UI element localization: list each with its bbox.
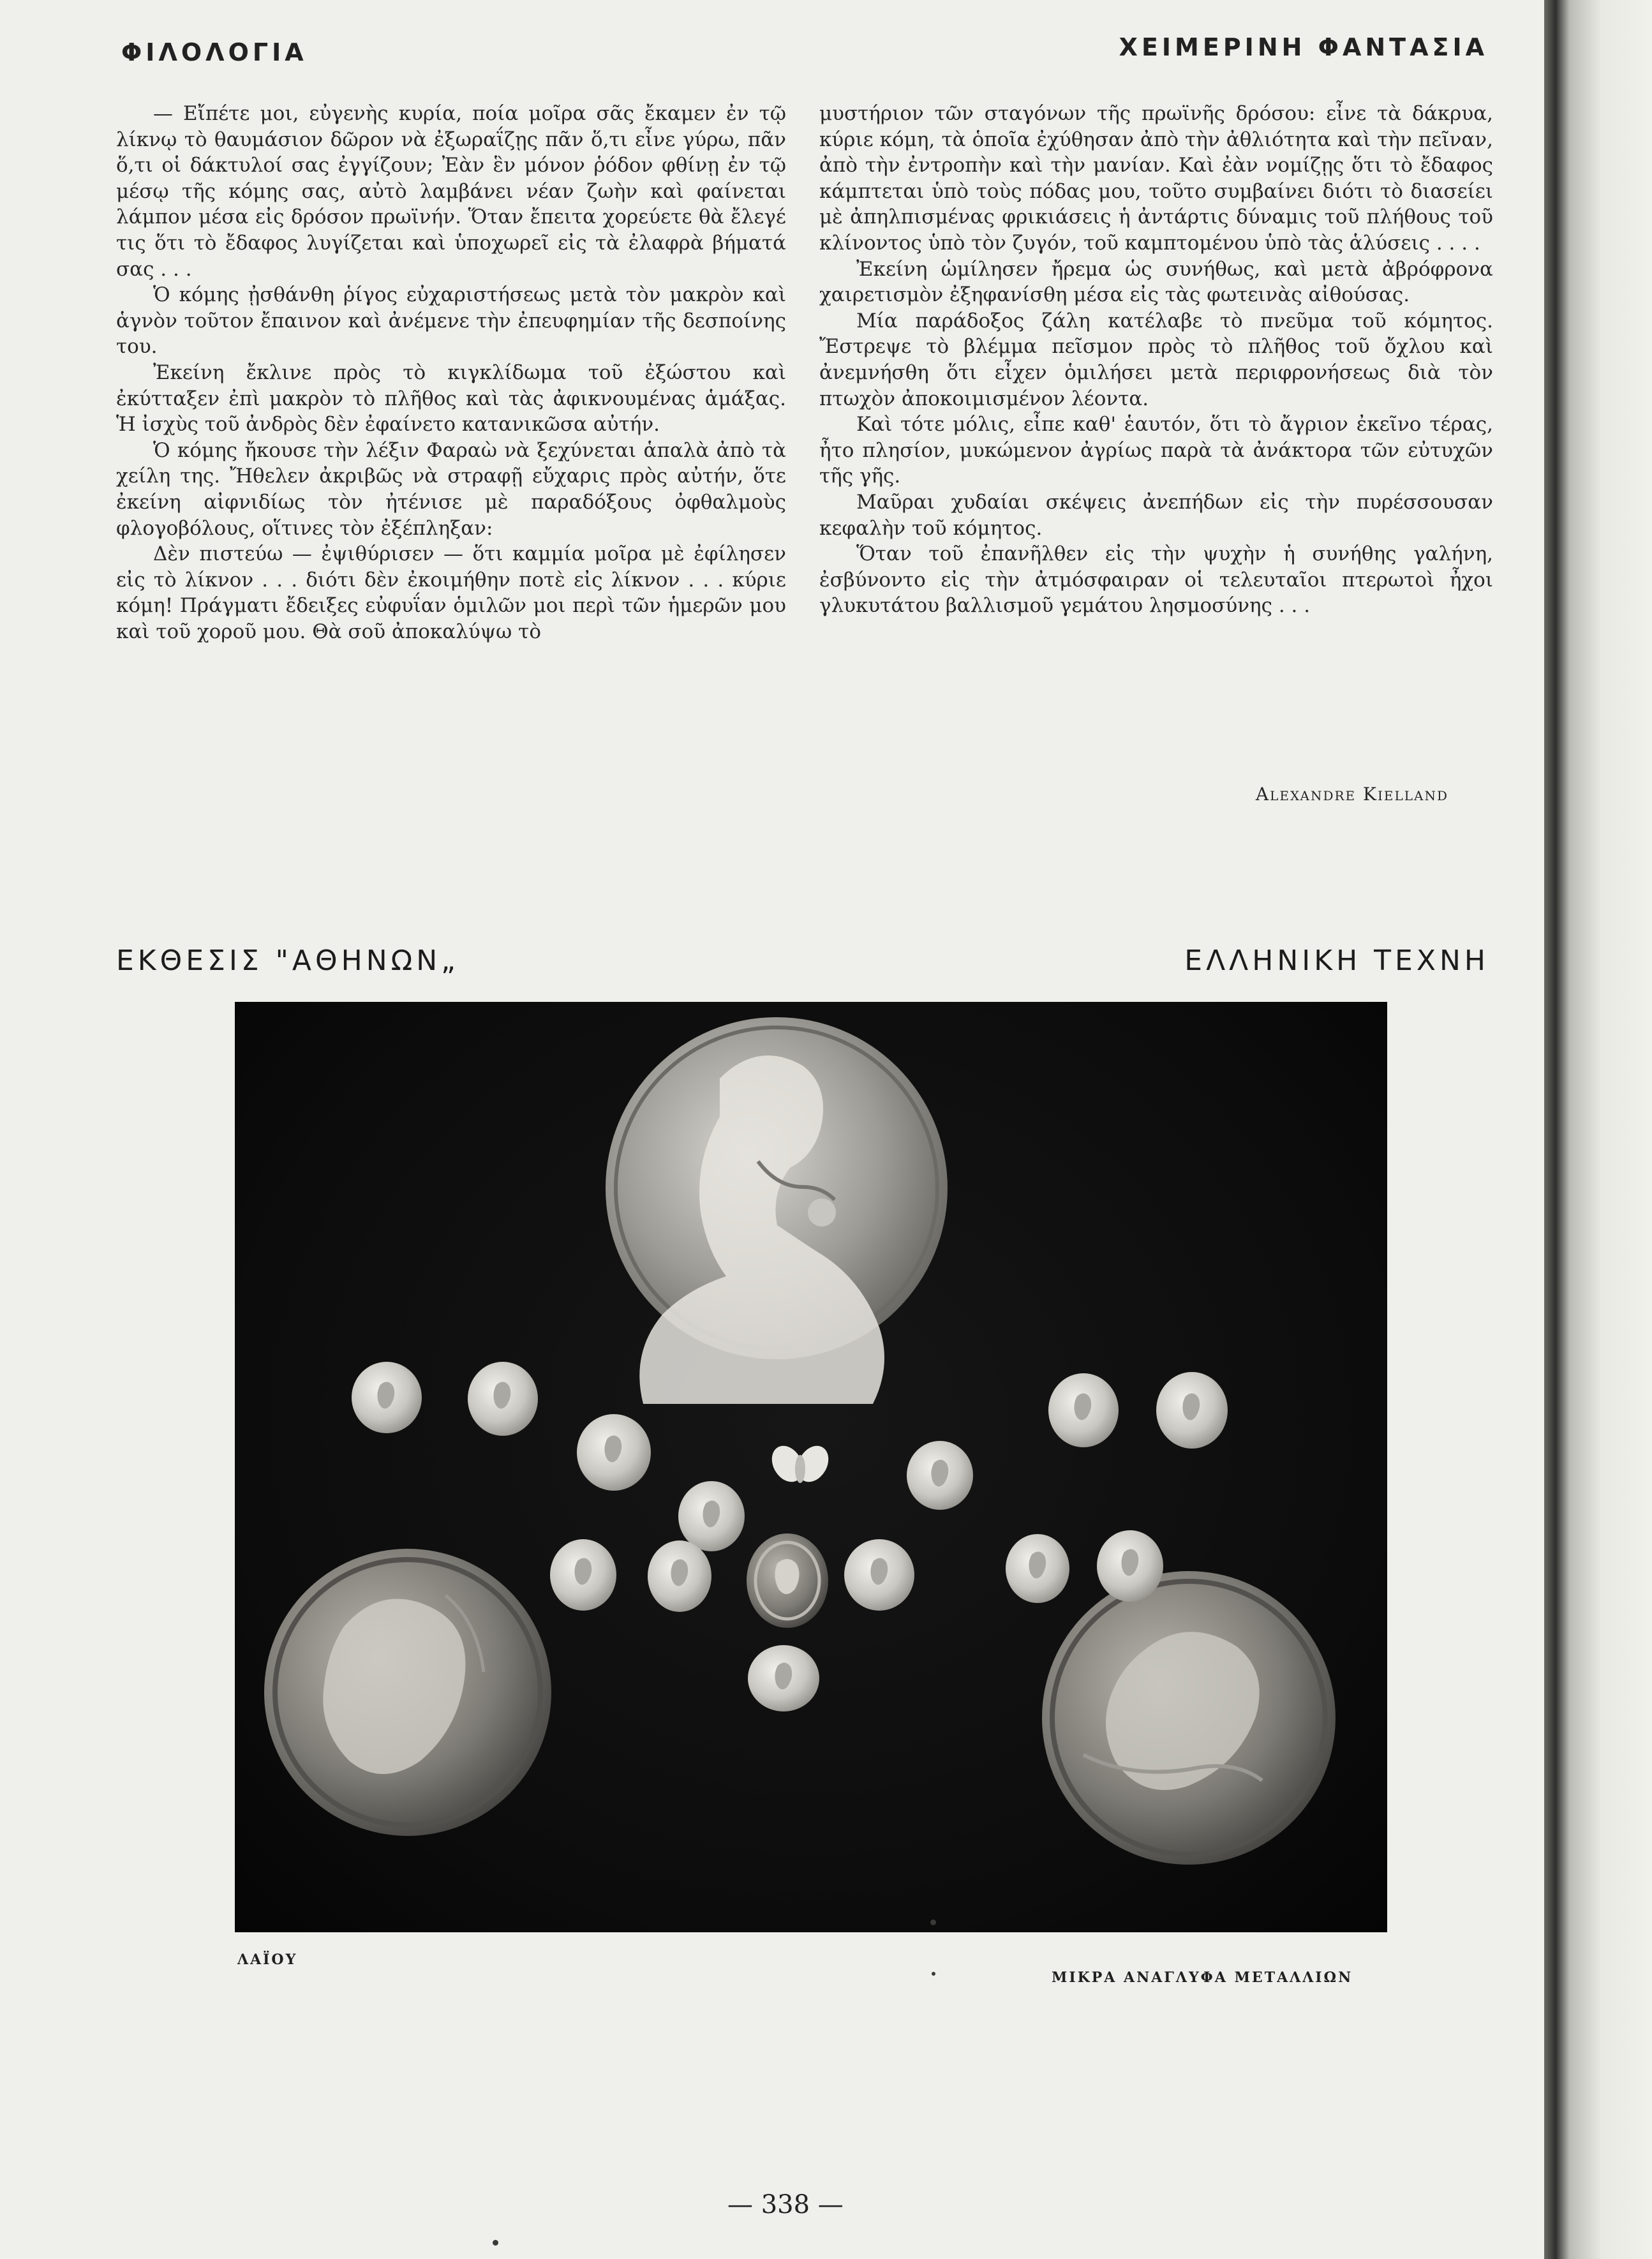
- small-medallion: [550, 1539, 616, 1611]
- author-signature: Alexandre Kielland: [1255, 784, 1448, 805]
- small-medallion: [907, 1441, 973, 1510]
- story-paragraph: Ἐκείνη ὡμίλησεν ἤρεμα ὡς συνήθως, καὶ μετὰ ἀβρόφρονα χαιρετισμὸν ἐξηφανίσθη μέσα εἰς τὰς φωτεινὰς αἰθούσας.: [819, 257, 1493, 307]
- story-paragraph: Μαῦραι χυδαίαι σκέψεις ἀνεπήδων εἰς τὴν πυρέσσουσαν κεφαλὴν τοῦ κόμητος.: [819, 490, 1493, 540]
- print-speck: [932, 1972, 935, 1976]
- story-paragraph: Ὁ κόμης ἤκουσε τὴν λέξιν Φαραὼ νὰ ξεχύνεται ἁπαλὰ ἀπὸ τὰ χείλη της. Ἤθελεν ἀκριβῶς νὰ στραφῇ εὔχαρις πρὸς αὐτήν, ὅτε ἐκείνη αἰφνιδίως τὸν ἠτένισε μὲ παραδόξους ὀφθαλμοὺς φλογοβόλους, οἵτινες τὸν ἐξέπληξαν:: [116, 438, 786, 540]
- story-paragraph: Ὅταν τοῦ ἐπανῆλθεν εἰς τὴν ψυχὴν ἡ συνήθης γαλήνη, ἐσβύνοντο εἰς τὴν ἀτμόσφαιραν οἱ τελευταῖοι πτερωτοὶ ἦχοι γλυκυτάτου βαλλισμοῦ γεμάτου λησμοσύνης . . .: [819, 542, 1493, 618]
- small-medallion: [577, 1414, 651, 1491]
- central-portrait-medallion: [606, 1017, 948, 1404]
- story-paragraph: Μία παράδοξος ζάλη κατέλαβε τὸ πνεῦμα τοῦ κόμητος. Ἔστρεψε τὸ βλέμμα πεῖσμον πρὸς τὸ πλῆθος τοῦ ὄχλου καὶ ἀνεμνήσθη ὅτι εἶχεν ὁμιλήσει μετὰ περιφρονήσεως διὰ τὸν πτωχὸν ἀποκοιμισμένον λέοντα.: [819, 309, 1493, 410]
- photo-caption-left: ΛΑΪΟΥ: [237, 1951, 298, 1968]
- story-paragraph: μυστήριον τῶν σταγόνων τῆς πρωϊνῆς δρόσου: εἶνε τὰ δάκρυα, κύριε κόμη, τὰ ὁποῖα ἐχύθησαν ἀπὸ τὴν ἀθλιότητα καὶ τὴν πεῖναν, ἀπὸ τὴν ἐντροπὴν καὶ τὴν μανίαν. Καὶ ἐὰν νομίζῃς ὅτι τὸ ἔδαφος κάμπτεται ὑπὸ τοὺς πόδας μου, τοῦτο συμβαίνει διότι τὸ διασείει μὲ ἀπηλπισμένας φρικιάσεις ἡ ἀντάρτις δύναμις τοῦ πλήθους τοῦ κλίνοντος ὑπὸ τὸν ζυγόν, τοῦ καμπτομένου ὑπὸ τὰς ἁλύσεις . . . .: [819, 102, 1493, 255]
- story-paragraph: Δὲν πιστεύω — ἐψιθύρισεν — ὅτι καμμία μοῖρα μὲ ἐφίλησεν εἰς τὸ λίκνον . . . διότι δὲν ἐκοιμήθην ποτὲ εἰς λίκνον . . . κύριε κόμη! Πράγματι ἔδειξες εὐφυΐαν ὁμιλῶν μοι περὶ τῶν ἡμερῶν μου καὶ τοῦ χοροῦ μου. Θὰ σοῦ ἀποκαλύψω τὸ: [116, 542, 786, 643]
- section-heading-greek-art: ΕΛΛΗΝΙΚΗ ΤΕΧΝΗ: [1184, 944, 1489, 977]
- story-paragraph: — Εἴπέτε μοι, εὐγενὴς κυρία, ποία μοῖρα σᾶς ἔκαμεν ἐν τῷ λίκνῳ τὸ θαυμάσιον δῶρον νὰ ἐξωραΐζῃς πᾶν ὅ,τι εἶνε γύρω, πᾶν ὅ,τι οἱ δάκτυλοί σας ἐγγίζουν; Ἐὰν ἓν μόνον ῥόδον φθίνῃ ἐν τῷ μέσῳ τῆς κόμης σας, αὐτὸ λαμβάνει νέαν ζωὴν καὶ φαίνεται λάμπον μέσα εἰς δρόσον πρωϊνήν. Ὅταν ἔπειτα χορεύετε θὰ ἔλεγέ τις ὅτι τὸ ἔδαφος λυγίζεται καὶ ὑποχωρεῖ εἰς τὰ ἐλαφρὰ βήματά σας . . .: [116, 102, 786, 281]
- small-medallion: [468, 1362, 538, 1436]
- adjacent-page-edge: [1544, 0, 1652, 2259]
- page-number: — 338 —: [727, 2190, 844, 2219]
- butterfly-ornament: [766, 1440, 835, 1487]
- medallions-photograph: [235, 1002, 1387, 1932]
- small-medallion: [1048, 1373, 1119, 1447]
- story-paragraph: Ὁ κόμης ᾐσθάνθη ῥίγος εὐχαριστήσεως μετὰ τὸν μακρὸν καὶ ἁγνὸν τοῦτον ἔπαινον καὶ ἀνέμενε τὴν ἐπευφημίαν τῆς δεσποίνης του.: [116, 283, 786, 359]
- small-medallion: [748, 1645, 819, 1711]
- small-medallion: [1156, 1372, 1228, 1449]
- small-portrait-medallion: [747, 1533, 828, 1628]
- photo-caption-right: ΜΙΚΡΑ ΑΝΑΓΛΥΦΑ ΜΕΤΑΛΛΙΩΝ: [1052, 1969, 1353, 1986]
- running-header-right: ΧΕΙΜΕΡΙΝΗ ΦΑΝΤΑΣΙΑ: [1119, 33, 1488, 61]
- small-medallion: [1006, 1534, 1069, 1603]
- small-medallion: [1097, 1530, 1163, 1602]
- left-relief-medallion: [264, 1549, 551, 1836]
- right-relief-medallion: [1042, 1571, 1336, 1865]
- small-medallion: [648, 1540, 711, 1612]
- print-speck: [493, 2240, 498, 2246]
- story-column-left: [116, 101, 786, 645]
- small-medallion: [844, 1539, 914, 1611]
- exhibition-heading: ΕΚΘΕΣΙΣ "ΑΘΗΝΩΝ„: [116, 944, 459, 977]
- story-paragraph: Ἐκείνη ἔκλινε πρὸς τὸ κιγκλίδωμα τοῦ ἐξώστου καὶ ἐκύτταξεν ἐπὶ μακρὸν τὸ πλῆθος καὶ τὰς ἀφικνουμένας ἁμάξας. Ἡ ἰσχὺς τοῦ ἀνδρὸς δὲν ἐφαίνετο κατανικῶσα αὐτήν.: [116, 361, 786, 436]
- story-paragraph: Καὶ τότε μόλις, εἶπε καθ' ἑαυτόν, ὅτι τὸ ἄγριον ἐκεῖνο τέρας, ἦτο πλησίον, μυκώμενον ἀγρίως παρὰ τὰ ἀνάκτορα τῶν εὐτυχῶν τῆς γῆς.: [819, 413, 1493, 488]
- running-header-left: ΦΙΛΟΛΟΓΙΑ: [121, 38, 308, 66]
- small-medallion: [678, 1481, 745, 1551]
- story-column-right: [819, 101, 1493, 619]
- print-speck: [930, 1920, 936, 1925]
- small-medallion: [352, 1362, 422, 1433]
